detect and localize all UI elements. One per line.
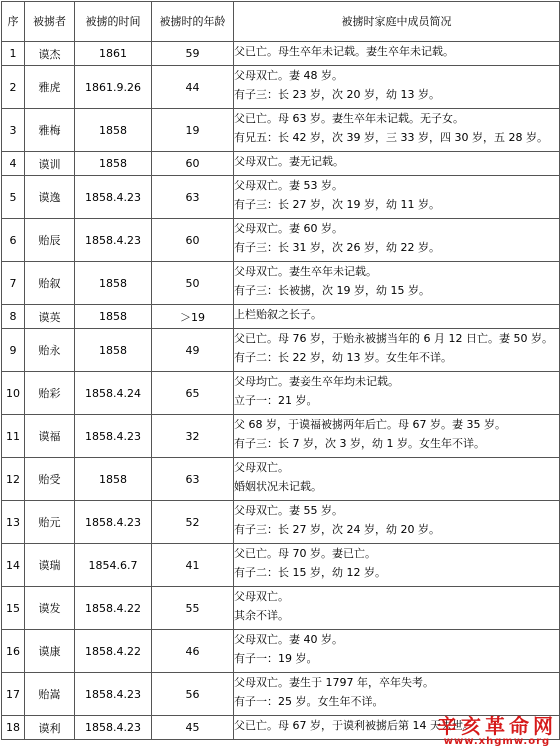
captive-time: 1858.4.23	[75, 219, 152, 262]
row-number: 15	[2, 587, 25, 630]
captive-age: 44	[152, 66, 234, 109]
family-info-line: 有子三：长被掳，次 19 岁，幼 15 岁。	[234, 284, 430, 297]
family-info-line: 父已亡。母生卒年未记载。妻生卒年未记载。	[234, 45, 454, 58]
table-row	[2, 329, 560, 372]
row-number: 14	[2, 544, 25, 587]
family-info-line: 父已亡。母 76 岁，于贻永被掳当年的 6 月 12 日亡。妻 50 岁。	[234, 332, 553, 345]
captive-age: 52	[152, 501, 234, 544]
captive-time: 1854.6.7	[75, 544, 152, 587]
site-watermark	[437, 716, 557, 747]
row-number: 4	[2, 152, 25, 176]
family-info	[234, 66, 560, 109]
captive-age: 63	[152, 176, 234, 219]
family-info	[234, 219, 560, 262]
table-row	[2, 109, 560, 152]
row-number: 13	[2, 501, 25, 544]
family-info	[234, 152, 560, 176]
table-row	[2, 544, 560, 587]
row-number: 6	[2, 219, 25, 262]
family-info-line: 有子二：长 15 岁，幼 12 岁。	[234, 566, 386, 579]
family-info	[234, 329, 560, 372]
captive-age: 46	[152, 630, 234, 673]
header-family: 被掳时家庭中成员简况	[234, 2, 560, 42]
family-info	[234, 415, 560, 458]
captive-time: 1858	[75, 152, 152, 176]
family-info-line: 有子三：长 31 岁，次 26 岁，幼 22 岁。	[234, 241, 440, 254]
header-time: 被掳的时间	[75, 2, 152, 42]
family-info-line: 父母双亡。妻无记载。	[234, 155, 344, 168]
captive-name: 贻受	[25, 458, 75, 501]
table-row	[2, 152, 560, 176]
captive-time: 1858	[75, 109, 152, 152]
family-info-line: 父母双亡。妻 55 岁。	[234, 504, 343, 517]
watermark-url: www.xhgmw.org	[443, 736, 551, 747]
captive-time: 1858.4.22	[75, 630, 152, 673]
family-info	[234, 587, 560, 630]
captive-age: 56	[152, 673, 234, 716]
family-info	[234, 176, 560, 219]
row-number: 11	[2, 415, 25, 458]
captive-name: 雅虎	[25, 66, 75, 109]
captive-time: 1861.9.26	[75, 66, 152, 109]
family-info-line: 有子三：长 7 岁，次 3 岁，幼 1 岁。女生年不详。	[234, 437, 485, 450]
captive-name: 谟利	[25, 716, 75, 740]
captive-name: 贻彩	[25, 372, 75, 415]
table-row	[2, 66, 560, 109]
captive-age: ＞19	[152, 305, 234, 329]
family-info-line: 父母双亡。妻 48 岁。	[234, 69, 343, 82]
captive-age: 63	[152, 458, 234, 501]
table-row	[2, 372, 560, 415]
captive-age: 19	[152, 109, 234, 152]
family-info-line: 父母双亡。	[234, 461, 289, 474]
table-row	[2, 305, 560, 329]
captive-name: 谟福	[25, 415, 75, 458]
row-number: 10	[2, 372, 25, 415]
captive-time: 1858	[75, 305, 152, 329]
row-number: 7	[2, 262, 25, 305]
family-info-line: 有子二：长 22 岁，幼 13 岁。女生年不详。	[234, 351, 452, 364]
captive-time: 1858.4.23	[75, 176, 152, 219]
captive-time: 1858.4.23	[75, 716, 152, 740]
family-info-line: 有子三：长 23 岁，次 20 岁，幼 13 岁。	[234, 88, 440, 101]
table-row	[2, 219, 560, 262]
table-row	[2, 673, 560, 716]
header-name: 被掳者	[25, 2, 75, 42]
captive-age: 65	[152, 372, 234, 415]
captive-time: 1858.4.23	[75, 415, 152, 458]
family-info-line: 有兄五：长 42 岁，次 39 岁，三 33 岁，四 30 岁，五 28 岁。	[234, 131, 548, 144]
family-info	[234, 372, 560, 415]
family-info-line: 父母双亡。妻 40 岁。	[234, 633, 343, 646]
family-info-line: 其余不详。	[234, 609, 289, 622]
captive-age: 50	[152, 262, 234, 305]
row-number: 9	[2, 329, 25, 372]
captive-name: 谟康	[25, 630, 75, 673]
family-info-line: 父 68 岁，于谟福被掳两年后亡。母 67 岁。妻 35 岁。	[234, 418, 506, 431]
row-number: 12	[2, 458, 25, 501]
family-info-line: 父母双亡。妻生卒年未记载。	[234, 265, 377, 278]
row-number: 16	[2, 630, 25, 673]
captive-age: 60	[152, 219, 234, 262]
row-number: 8	[2, 305, 25, 329]
family-info-line: 父母双亡。妻 53 岁。	[234, 179, 343, 192]
row-number: 2	[2, 66, 25, 109]
family-info-line: 父母均亡。妻妾生卒年均未记载。	[234, 375, 399, 388]
captive-name: 贻叙	[25, 262, 75, 305]
table-row	[2, 587, 560, 630]
family-info-line: 父母双亡。妻 60 岁。	[234, 222, 343, 235]
captive-age: 55	[152, 587, 234, 630]
captive-name: 谟逸	[25, 176, 75, 219]
family-info-line: 有子三：长 27 岁，次 19 岁，幼 11 岁。	[234, 198, 440, 211]
header-age: 被掳时的年龄	[152, 2, 234, 42]
table-row	[2, 458, 560, 501]
captive-name: 贻嵩	[25, 673, 75, 716]
captive-name: 雅梅	[25, 109, 75, 152]
captive-age: 32	[152, 415, 234, 458]
family-info	[234, 42, 560, 66]
family-info-line: 父已亡。母 70 岁。妻已亡。	[234, 547, 376, 560]
family-info	[234, 305, 560, 329]
watermark-title: 辛亥革命网	[437, 714, 557, 738]
family-info	[234, 630, 560, 673]
family-info-line: 父母双亡。妻生于 1797 年，卒年失考。	[234, 676, 434, 689]
table-row	[2, 42, 560, 66]
row-number: 18	[2, 716, 25, 740]
family-info-line: 父已亡。母 67 岁，于谟利被掳后第 14 天去世。	[234, 719, 474, 732]
family-info	[234, 109, 560, 152]
captive-name: 谟英	[25, 305, 75, 329]
family-info-line: 婚姻状况未记载。	[234, 480, 322, 493]
table-row	[2, 415, 560, 458]
family-info-line: 上栏贻叙之长子。	[234, 308, 322, 321]
row-number: 3	[2, 109, 25, 152]
captive-name: 谟发	[25, 587, 75, 630]
captive-time: 1858.4.23	[75, 673, 152, 716]
captive-time: 1858.4.24	[75, 372, 152, 415]
captive-age: 45	[152, 716, 234, 740]
family-info	[234, 458, 560, 501]
family-info	[234, 673, 560, 716]
captive-time: 1858.4.22	[75, 587, 152, 630]
family-info-line: 立子一：21 岁。	[234, 394, 318, 407]
captive-age: 49	[152, 329, 234, 372]
captive-name: 贻永	[25, 329, 75, 372]
family-info	[234, 544, 560, 587]
table-row	[2, 262, 560, 305]
captive-time: 1858.4.23	[75, 501, 152, 544]
family-info-line: 父已亡。母 63 岁。妻生卒年未记载。无子女。	[234, 112, 464, 125]
row-number: 5	[2, 176, 25, 219]
captive-age: 41	[152, 544, 234, 587]
family-info-line: 有子一：25 岁。女生年不详。	[234, 695, 384, 708]
captive-name: 谟瑞	[25, 544, 75, 587]
table-row	[2, 630, 560, 673]
family-info	[234, 262, 560, 305]
row-number: 1	[2, 42, 25, 66]
captive-time: 1858	[75, 458, 152, 501]
table-row	[2, 176, 560, 219]
captive-name: 贻元	[25, 501, 75, 544]
captive-age: 60	[152, 152, 234, 176]
header-row	[2, 2, 560, 42]
row-number: 17	[2, 673, 25, 716]
table-body	[2, 42, 560, 740]
kidnapped-persons-table	[1, 1, 560, 740]
captive-time: 1858	[75, 262, 152, 305]
captive-age: 59	[152, 42, 234, 66]
captive-name: 贻辰	[25, 219, 75, 262]
captive-name: 谟杰	[25, 42, 75, 66]
family-info-line: 有子一：19 岁。	[234, 652, 318, 665]
captive-time: 1861	[75, 42, 152, 66]
table-row	[2, 501, 560, 544]
header-no: 序	[2, 2, 25, 42]
family-info-line: 有子三：长 27 岁，次 24 岁，幼 20 岁。	[234, 523, 440, 536]
family-info-line: 父母双亡。	[234, 590, 289, 603]
family-info	[234, 501, 560, 544]
captive-time: 1858	[75, 329, 152, 372]
captive-name: 谟训	[25, 152, 75, 176]
